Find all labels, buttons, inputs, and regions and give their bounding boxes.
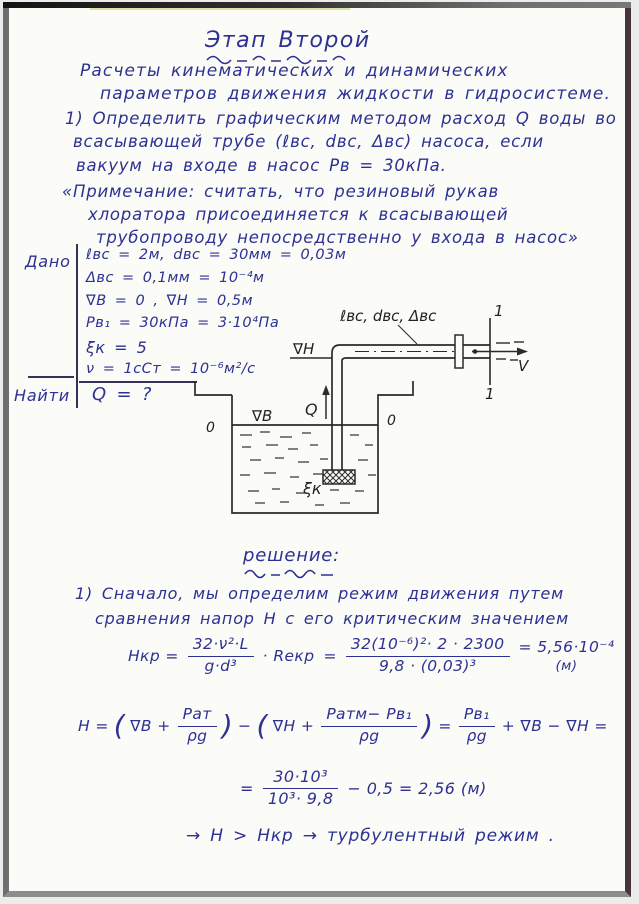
calc-fraction: $\frac{\text{30·10³}}{\text{10³· 9,8}}$ <box>263 768 339 809</box>
numeric-calc-formula <box>240 768 487 809</box>
given-item-3: ∇В = 0 , ∇Н = 0,5м <box>86 293 254 309</box>
problem-note-3: трубопроводу непосредственно у входа в насос» <box>96 228 579 247</box>
given-divider-vertical <box>76 244 78 408</box>
solution-intro-2: сравнения напор Н с его критическим значением <box>95 609 570 628</box>
given-item-1: ℓвс = 2м, dвс = 30мм = 0,03м <box>86 247 347 263</box>
given-label: Дано <box>25 252 71 271</box>
subtitle-line-1: Расчеты кинематических и динамических <box>80 61 509 81</box>
hkr-equals: = <box>323 646 337 665</box>
pipe-dimensions-label: ℓвс, dвс, Δвс <box>340 307 437 325</box>
given-item-4: Pв₁ = 30кПа = 3·10⁴Па <box>86 315 280 331</box>
given-item-5: ξк = 5 <box>86 338 148 357</box>
water-level-label: ∇В <box>252 407 273 425</box>
h-term-2: ∇Н + <box>272 716 315 735</box>
calc-equals: = <box>240 778 254 798</box>
flow-rate-label: Q <box>305 400 318 419</box>
problem-note-2: хлоратора присоединяется к всасывающей <box>88 205 509 224</box>
hkr-multiplier: · Reкр <box>262 646 315 665</box>
h-close-paren-2: ) <box>422 708 434 742</box>
section-mark-bottom: 1 <box>485 385 495 403</box>
solution-heading: решение: <box>243 545 341 566</box>
velocity-label: V <box>518 357 529 375</box>
datum-zero-left: 0 <box>206 420 215 436</box>
h-equals: = <box>438 716 452 735</box>
given-item-2: Δвс = 0,1мм = 10⁻⁴м <box>86 270 265 286</box>
section-mark-top: 1 <box>494 302 504 320</box>
h-fraction-2: $\frac{\text{Pатм− Pв₁}}{\rho g}$ <box>321 706 417 746</box>
scan-edge-highlight <box>90 8 350 10</box>
hkr-result: = 5,56·10⁻⁴ (м) <box>518 637 615 674</box>
datum-zero-right: 0 <box>387 413 396 429</box>
flow-arrow <box>322 385 330 419</box>
given-item-6: ν = 1сСт = 10⁻⁶м²/с <box>86 361 256 377</box>
problem-line-3: вакуум на входе в насос Pв = 30кПа. <box>76 156 447 175</box>
h-lhs: H = <box>78 716 109 735</box>
hydraulic-scheme-diagram <box>180 295 630 540</box>
h-tail: + ∇В − ∇Н = <box>501 716 608 735</box>
calc-tail: − 0,5 = 2,56 (м) <box>347 778 487 798</box>
hkr-lhs: Hкр = <box>128 646 179 665</box>
subtitle-line-2: параметров движения жидкости в гидросистеме. <box>100 84 611 104</box>
h-close-paren-1: ) <box>221 708 234 742</box>
find-label: Найти <box>14 386 70 405</box>
problem-line-1: 1) Определить графическим методом расход Q воды во <box>65 109 617 128</box>
solution-underline <box>243 569 338 579</box>
h-fraction-1: $\frac{\text{Pат}}{\rho g}$ <box>178 706 217 746</box>
head-formula <box>78 706 608 746</box>
h-term-1: ∇В + <box>130 716 171 735</box>
hkr-fraction-1: $\frac{\text{32·ν²·L}}{\text{g·d³}}$ <box>188 636 254 676</box>
page-title: Этап Второй <box>205 28 371 53</box>
pipe-flange <box>455 335 463 368</box>
hkr-fraction-2: $\frac{\text{32(10⁻⁶)²· 2 · 2300}}{\text{9,8 · (0,03)³}}$ <box>346 636 510 676</box>
find-divider-left <box>28 376 74 378</box>
problem-line-2: всасывающей трубе (ℓвс, dвс, Δвс) насоса, если <box>73 132 544 151</box>
strainer-coefficient-label: ξк <box>303 479 322 498</box>
h-minus: − <box>238 716 252 735</box>
hkr-formula <box>128 636 614 676</box>
h-open-paren-2: ( <box>256 708 268 742</box>
problem-note-1: «Примечание: считать, что резиновый рукав <box>62 182 500 201</box>
solution-intro-1: 1) Сначало, мы определим режим движения путем <box>75 584 564 603</box>
h-fraction-3: $\frac{\text{Pв₁}}{\rho g}$ <box>459 706 495 746</box>
head-level-label: ∇Н <box>293 340 315 358</box>
find-value: Q = ? <box>92 384 153 405</box>
strainer-block <box>323 470 355 484</box>
conclusion-line: → H > Hкр → турбулентный режим . <box>186 826 555 846</box>
h-open-paren-1: ( <box>113 708 126 742</box>
